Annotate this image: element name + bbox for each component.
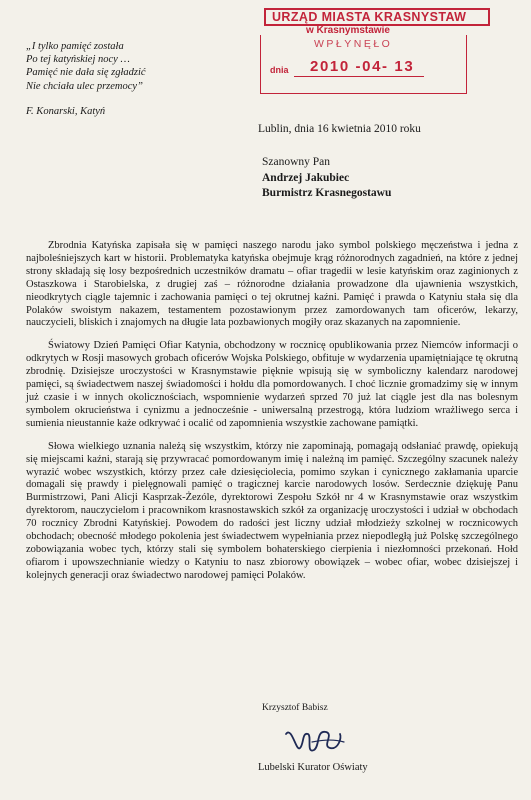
letter-body — [26, 240, 518, 593]
epigraph-poem — [26, 40, 226, 93]
recipient-name: Andrzej Jakubiec — [262, 171, 350, 184]
stamp-org: URZĄD MIASTA KRASNYSTAW — [264, 8, 490, 26]
epigraph-line: Pamięć nie dała się zgładzić — [26, 67, 146, 79]
stamp-received: WPŁYNĘŁO — [314, 38, 393, 50]
stamp-sub: w Krasnymstawie — [306, 25, 390, 36]
signatory-title: Lubelski Kurator Oświaty — [258, 762, 368, 773]
body-paragraph: Zbrodnia Katyńska zapisała się w pamięci naszego narodu jako symbol polskiego męczeństwa i jedna z najboleśniejszych kart w historii. Problematyka katyńska obejmuje krąg różnorodnych zagadnień, na które z jednej strony składają się losy bezpośrednich uczestników dramatu – ofiar tragedii w lesie katyńskim oraz zaginionych z Ostaszkowa i Starobielska, z drugiej zaś – różnorodne działania prowadzone dla ujawnienia wszystkich, nieodkrytych ciągle tajemnic i zachowania pamięci o tej okrutnej kaźni. Pamięć i prawda o Katyniu stała się dla Polaków swoistym nakazem, testamentem pozostawionym przez zamordowanych tam oficerów, lekarzy, nauczycieli, bliskich i znajomych na długie lata pozbawionych mogiły oraz skazanych na zapomnienie. — [26, 240, 518, 329]
signatory-name: Krzysztof Babisz — [262, 703, 328, 713]
stamp-dnia-label: dnia — [270, 65, 289, 75]
received-stamp — [258, 8, 520, 102]
body-paragraph: Światowy Dzień Pamięci Ofiar Katynia, obchodzony w rocznicę opublikowania przez Niemców informacji o odkrytych w Rosji masowych grobach oficerów Wojska Polskiego, obfituje w wydarzenia upamiętniające tę okrutną zbrodnię. Dzisiejsze uroczystości w Krasnymstawie pięknie wpisują się w symboliczny kalendarz narodowej pamięci, są świadectwem naszej świadomości i hołdu dla pomordowanych. I choć licznie gromadzimy się w innym już czasie i w innych okolicznościach, wspomnienie wydarzeń sprzed 70 już lat ciągle jest dla nas bolesnym symbolem okrucieństwa i cynizmu a jednocześnie - uniwersalną przestrogą, która ludziom wrażliwego serca i sumienia nieustannie każe odkrywać i ocalić od zapomnienia wszystkie zachowane pamiątki. — [26, 340, 518, 429]
stamp-date: 2010 -04- 13 — [310, 58, 415, 75]
recipient-salutation: Szanowny Pan — [262, 156, 331, 168]
recipient-title: Burmistrz Krasnegostawu — [262, 187, 392, 199]
recipient-block — [262, 155, 391, 202]
stamp-divider — [294, 76, 424, 77]
handwritten-signature — [282, 724, 352, 760]
body-paragraph: Słowa wielkiego uznania należą się wszystkim, którzy nie zapominają, pomagają odsłaniać prawdę, opiekują się miejscami kaźni, starają się przywracać pomordowanym imię i należną im pamięć. Szczególny szacunek należy wyrazić wobec wszystkich, którzy przez całe dziesięciolecia, pomimo szykan i cynicznego zakłamania uparcie domagali się prawdy i pielęgnowali pamięć o tragicznej karcie narodowych losów. Serdecznie dziękuję Panu Burmistrzowi, Pani Alicji Kasprzak-Żezóle, dyrektorowi Zespołu Szkół nr 4 w Krasnymstawie oraz wszystkim dyrektorom, nauczycielom i pracownikom krasnostawskich szkół za organizację uroczystości i udział w obchodach 70 rocznicy Zbrodni Katyńskiej. Powodem do radości jest liczny udział młodzieży szkolnej w rocznicowych obchodach; obecność młodego pokolenia jest świadectwem wypełniania przez niepodległą już Polskę szczególnego zobowiązania wobec tych, którzy stali się symbolem bohaterskiego cierpienia i niezłomności przekonań. Hołd ofiarom i upowszechnianie wiedzy o Katyniu to nasz zbiorowy obowiązek – wobec ofiar, wobec dzisiejszej i kolejnych generacji oraz świadectwo narodowej pamięci Polaków. — [26, 440, 518, 581]
epigraph — [26, 40, 226, 118]
epigraph-line: „I tylko pamięć została — [26, 41, 124, 52]
epigraph-line: Po tej katyńskiej nocy … — [26, 54, 130, 66]
place-date: Lublin, dnia 16 kwietnia 2010 roku — [258, 123, 421, 135]
epigraph-line: Nie chciała ulec przemocy” — [26, 80, 143, 92]
epigraph-author: F. Konarski, Katyń — [26, 105, 106, 117]
